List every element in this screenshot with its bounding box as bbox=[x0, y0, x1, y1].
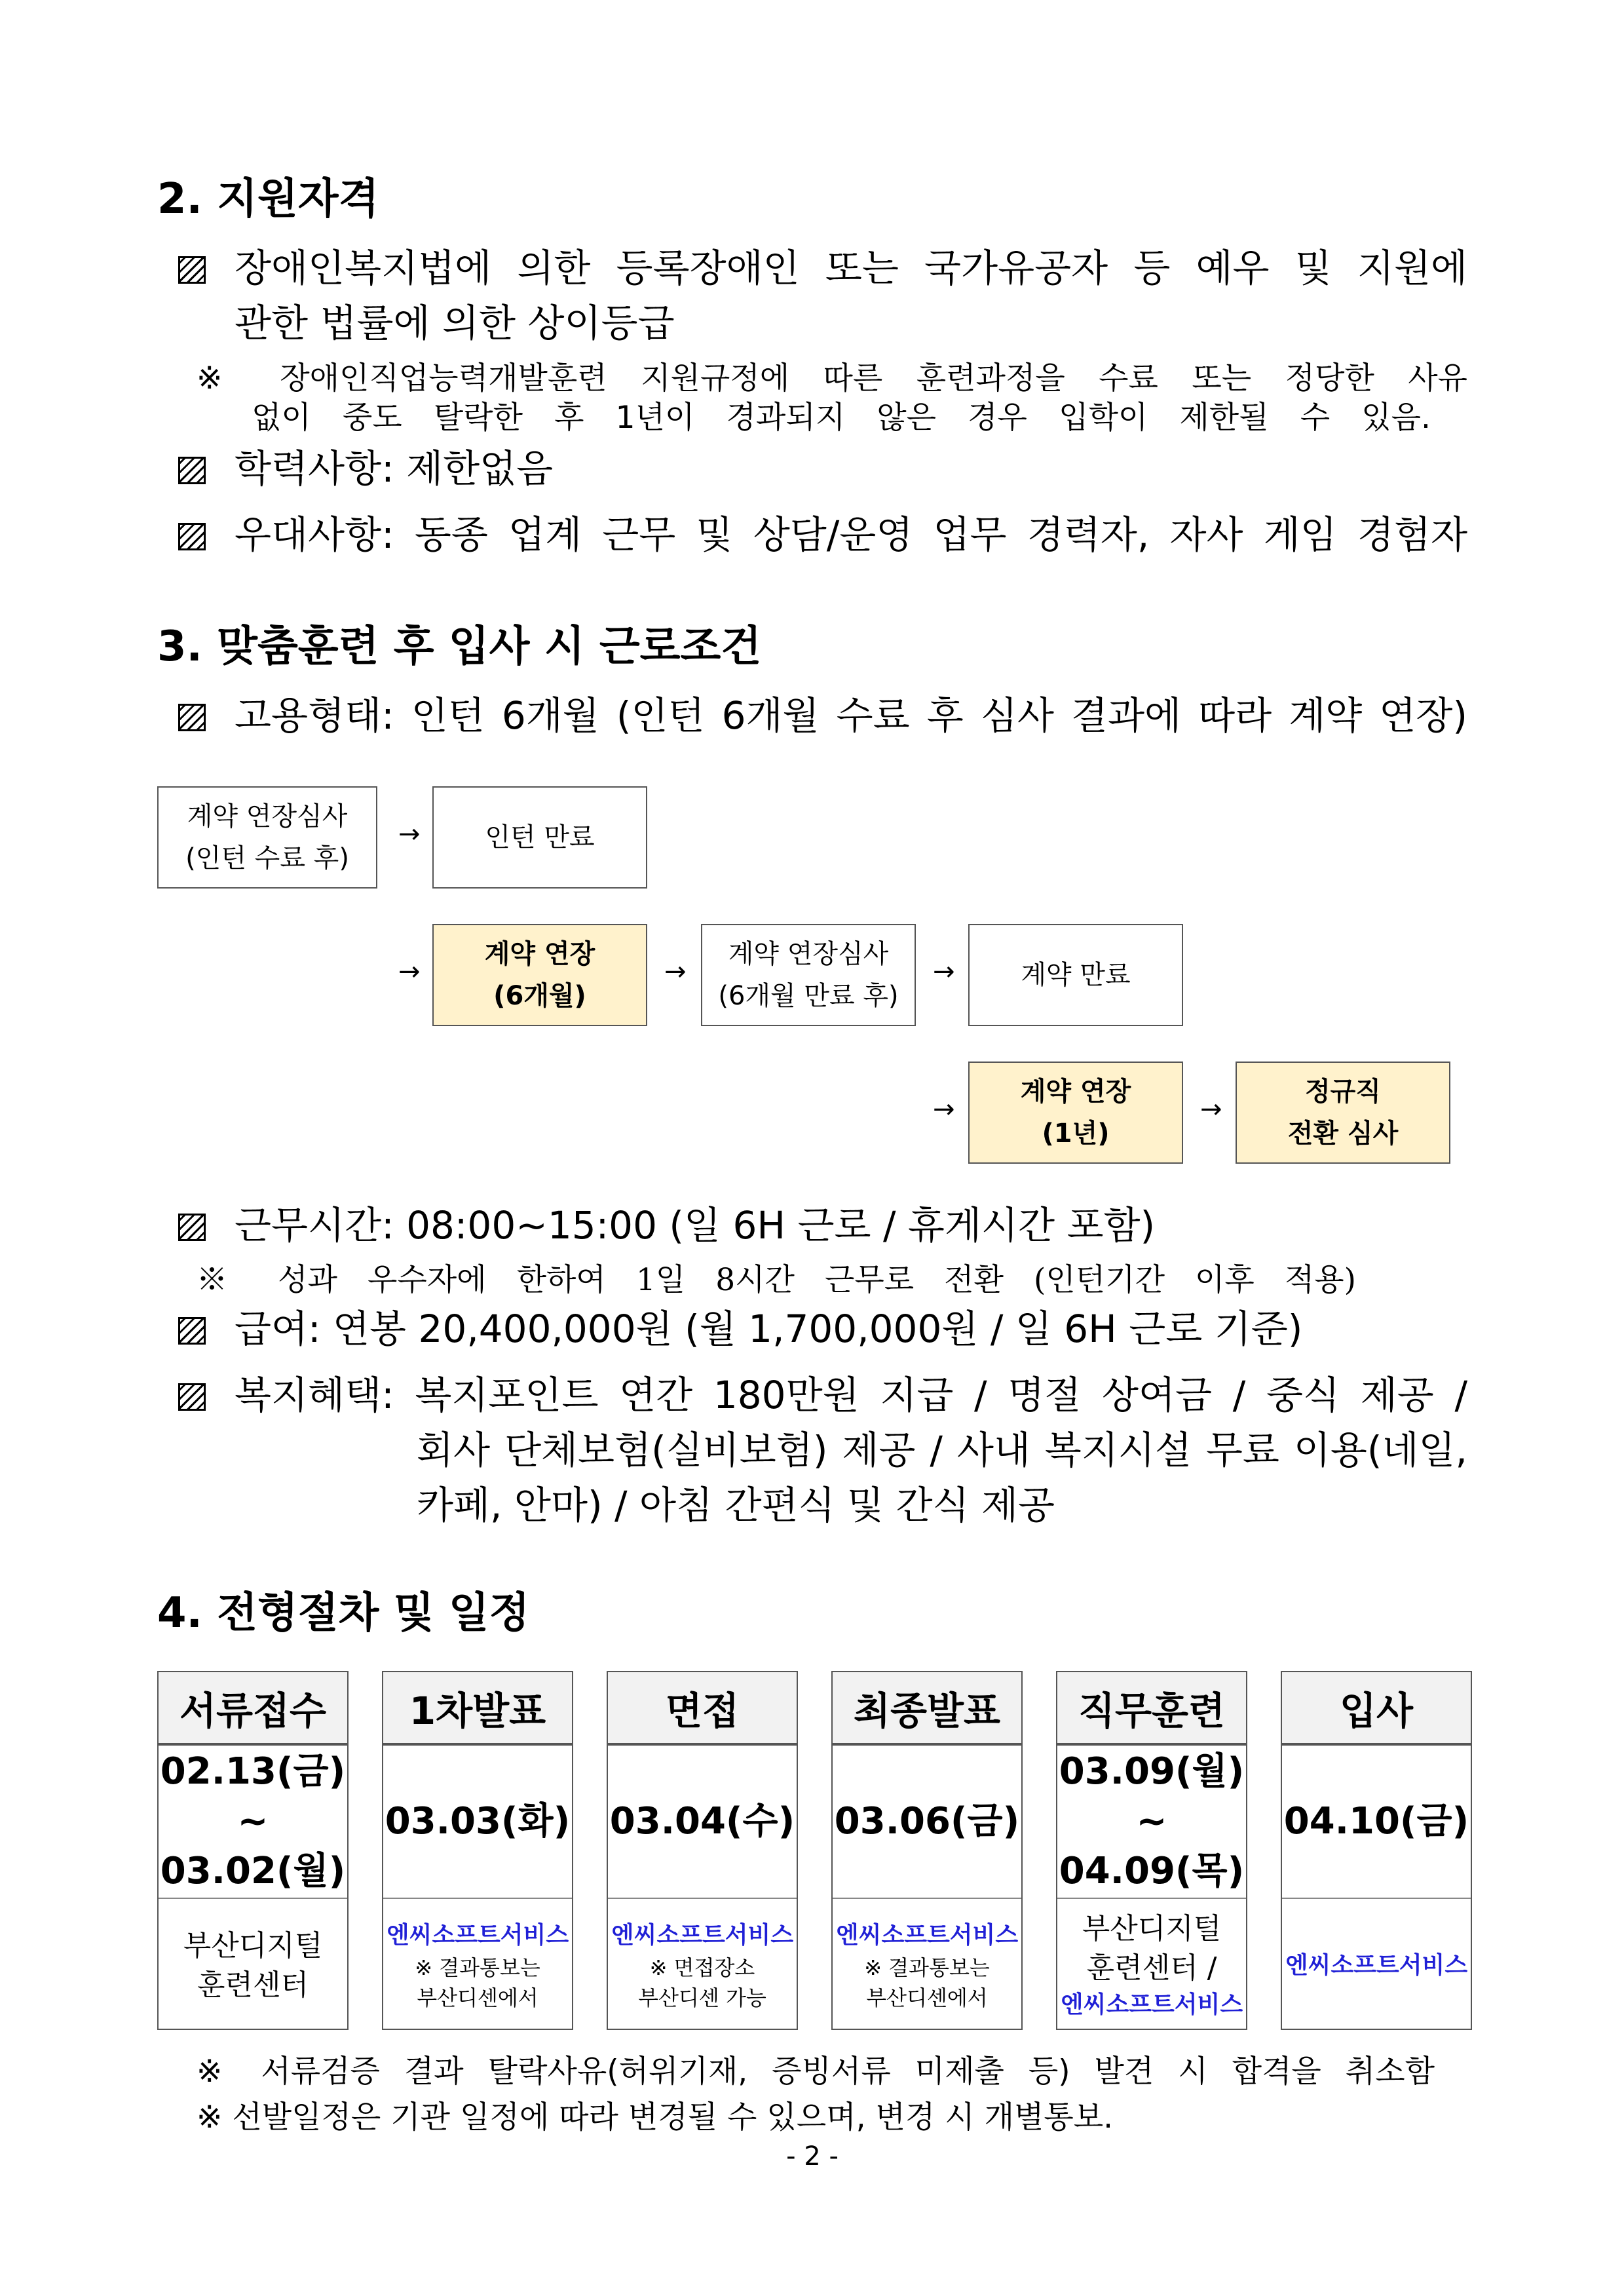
step-date bbox=[1057, 1746, 1246, 1899]
eligibility-item-1-cont: 관한 법률에 의한 상이등급 bbox=[235, 301, 675, 345]
preference-item: 우대사항: 동종 업계 근무 및 상담/운영 업무 경력자, 자사 게임 경험자 bbox=[235, 512, 1467, 557]
org-note: ※ 면접장소 bbox=[649, 1955, 755, 1980]
date-line: 03.09(월) bbox=[1059, 1750, 1245, 1793]
schedule-note-2: ※ 선발일정은 기관 일정에 따라 변경될 수 있으며, 변경 시 개별통보. bbox=[197, 2099, 1114, 2135]
flow-box-line: 전환 심사 bbox=[1287, 1119, 1399, 1149]
schedule-step-first-announcement bbox=[382, 1671, 573, 2030]
checkbox-bullet-icon bbox=[178, 457, 206, 484]
arrow-right-icon: → bbox=[933, 1094, 955, 1124]
flow-box-line: 계약 연장심사 bbox=[728, 939, 889, 969]
step-organizer bbox=[159, 1899, 347, 2033]
schedule-note-1: ※ 서류검증 결과 탈락사유(허위기재, 증빙서류 미제출 등) 발견 시 합격을 취소함 bbox=[197, 2054, 1435, 2090]
schedule-step-document bbox=[157, 1671, 349, 2030]
date-line: 03.03(화) bbox=[385, 1800, 571, 1843]
education-item: 학력사항: 제한없음 bbox=[235, 446, 554, 491]
flow-box-line: (인턴 수료 후) bbox=[185, 843, 349, 873]
flow-box-contract-end bbox=[968, 924, 1183, 1026]
org-line: 훈련센터 bbox=[197, 1968, 309, 2002]
date-line: ~ bbox=[1136, 1800, 1167, 1843]
schedule-step-job-training bbox=[1056, 1671, 1247, 2030]
org-company: 엔씨소프트서비스 bbox=[835, 1922, 1019, 1949]
date-line: 03.04(수) bbox=[609, 1800, 795, 1843]
step-header: 면접 bbox=[608, 1672, 797, 1746]
step-organizer bbox=[608, 1899, 797, 2033]
step-organizer bbox=[833, 1899, 1021, 2033]
arrow-right-icon: → bbox=[664, 957, 687, 987]
date-line: 03.02(월) bbox=[160, 1850, 346, 1892]
benefits-item-cont-2: 카페, 안마) / 아침 간편식 및 간식 제공 bbox=[417, 1483, 1055, 1527]
org-company: 엔씨소프트서비스 bbox=[1060, 1991, 1243, 2018]
arrow-right-icon: → bbox=[1200, 1094, 1222, 1124]
schedule-step-interview bbox=[607, 1671, 798, 2030]
step-organizer bbox=[1282, 1899, 1471, 2033]
flow-box-line: 정규직 bbox=[1305, 1077, 1381, 1107]
flow-box-permanent-review bbox=[1236, 1062, 1450, 1164]
flow-box-line: 계약 연장 bbox=[1020, 1077, 1131, 1107]
checkbox-bullet-icon bbox=[178, 1317, 206, 1345]
step-date bbox=[159, 1746, 347, 1899]
flow-box-extension-6m bbox=[432, 924, 647, 1026]
org-note: 부산디센 가능 bbox=[638, 1985, 766, 2010]
section-2-title: 2. 지원자격 bbox=[157, 175, 379, 223]
org-company: 엔씨소프트서비스 bbox=[1285, 1952, 1468, 1979]
arrow-right-icon: → bbox=[398, 819, 421, 849]
org-company: 엔씨소프트서비스 bbox=[611, 1922, 794, 1949]
date-line: 02.13(금) bbox=[160, 1750, 346, 1793]
step-date bbox=[833, 1746, 1021, 1899]
step-header: 최종발표 bbox=[833, 1672, 1021, 1746]
date-line: 03.06(금) bbox=[834, 1800, 1020, 1843]
checkbox-bullet-icon bbox=[178, 1383, 206, 1411]
benefits-item-cont: 회사 단체보험(실비보험) 제공 / 사내 복지시설 무료 이용(네일, bbox=[417, 1428, 1467, 1472]
arrow-right-icon: → bbox=[398, 957, 421, 987]
salary-item: 급여: 연봉 20,400,000원 (월 1,700,000원 / 일 6H 근로 기준) bbox=[235, 1307, 1303, 1351]
checkbox-bullet-icon bbox=[178, 1214, 206, 1241]
flow-box-line: (6개월 만료 후) bbox=[718, 981, 899, 1011]
flow-box-intern-end bbox=[432, 786, 647, 889]
flow-box-extension-1y bbox=[968, 1062, 1183, 1164]
page-number: - 2 - bbox=[786, 2141, 839, 2172]
flow-box-contract-review bbox=[157, 786, 377, 889]
schedule-step-final-announcement bbox=[831, 1671, 1023, 2030]
employment-type-item: 고용형태: 인턴 6개월 (인턴 6개월 수료 후 심사 결과에 따라 계약 연장) bbox=[235, 693, 1467, 738]
org-line: 부산디지털 bbox=[183, 1929, 323, 1962]
org-company: 엔씨소프트서비스 bbox=[386, 1922, 569, 1949]
step-organizer bbox=[383, 1899, 572, 2033]
checkbox-bullet-icon bbox=[178, 523, 206, 550]
flow-box-line: 인턴 만료 bbox=[485, 822, 595, 852]
org-note: ※ 결과통보는 bbox=[415, 1955, 540, 1980]
org-line: 훈련센터 / bbox=[1086, 1951, 1217, 1985]
step-date bbox=[1282, 1746, 1471, 1899]
date-line: ~ bbox=[237, 1800, 269, 1843]
step-header: 서류접수 bbox=[159, 1672, 347, 1746]
eligibility-note-1-cont: 없이 중도 탈락한 후 1년이 경과되지 않은 경우 입학이 제한될 수 있음. bbox=[252, 400, 1431, 436]
eligibility-note-1: ※ 장애인직업능력개발훈련 지원규정에 따른 훈련과정을 수료 또는 정당한 사유 bbox=[197, 360, 1467, 396]
step-header: 1차발표 bbox=[383, 1672, 572, 1746]
flow-box-extension-review bbox=[701, 924, 916, 1026]
org-note: 부산디센에서 bbox=[417, 1985, 538, 2010]
org-line: 부산디지털 bbox=[1082, 1912, 1222, 1945]
flow-box-line: 계약 연장 bbox=[484, 939, 595, 969]
step-header: 입사 bbox=[1282, 1672, 1471, 1746]
flow-box-line: (6개월) bbox=[493, 981, 586, 1011]
step-header: 직무훈련 bbox=[1057, 1672, 1246, 1746]
flow-box-line: (1년) bbox=[1042, 1119, 1110, 1149]
org-note: ※ 결과통보는 bbox=[864, 1955, 990, 1980]
benefits-item: 복지혜택: 복지포인트 연간 180만원 지급 / 명절 상여금 / 중식 제공 / bbox=[235, 1373, 1467, 1417]
step-organizer bbox=[1057, 1899, 1246, 2033]
checkbox-bullet-icon bbox=[178, 256, 206, 284]
flow-box-line: 계약 만료 bbox=[1021, 960, 1131, 990]
section-4-title: 4. 전형절차 및 일정 bbox=[157, 1589, 530, 1637]
org-note: 부산디센에서 bbox=[866, 1985, 988, 2010]
date-line: 04.10(금) bbox=[1283, 1800, 1469, 1843]
working-hours-note: ※ 성과 우수자에 한하여 1일 8시간 근무로 전환 (인턴기간 이후 적용) bbox=[197, 1262, 1356, 1298]
working-hours-item: 근무시간: 08:00~15:00 (일 6H 근로 / 휴게시간 포함) bbox=[235, 1203, 1156, 1248]
section-3-title: 3. 맞춤훈련 후 입사 시 근로조건 bbox=[157, 622, 762, 671]
date-line: 04.09(목) bbox=[1059, 1850, 1245, 1892]
arrow-right-icon: → bbox=[933, 957, 955, 987]
schedule-step-join bbox=[1281, 1671, 1472, 2030]
checkbox-bullet-icon bbox=[178, 704, 206, 731]
step-date bbox=[608, 1746, 797, 1899]
flow-box-line: 계약 연장심사 bbox=[187, 801, 348, 832]
eligibility-item-1: 장애인복지법에 의한 등록장애인 또는 국가유공자 등 예우 및 지원에 bbox=[235, 246, 1467, 290]
step-date bbox=[383, 1746, 572, 1899]
